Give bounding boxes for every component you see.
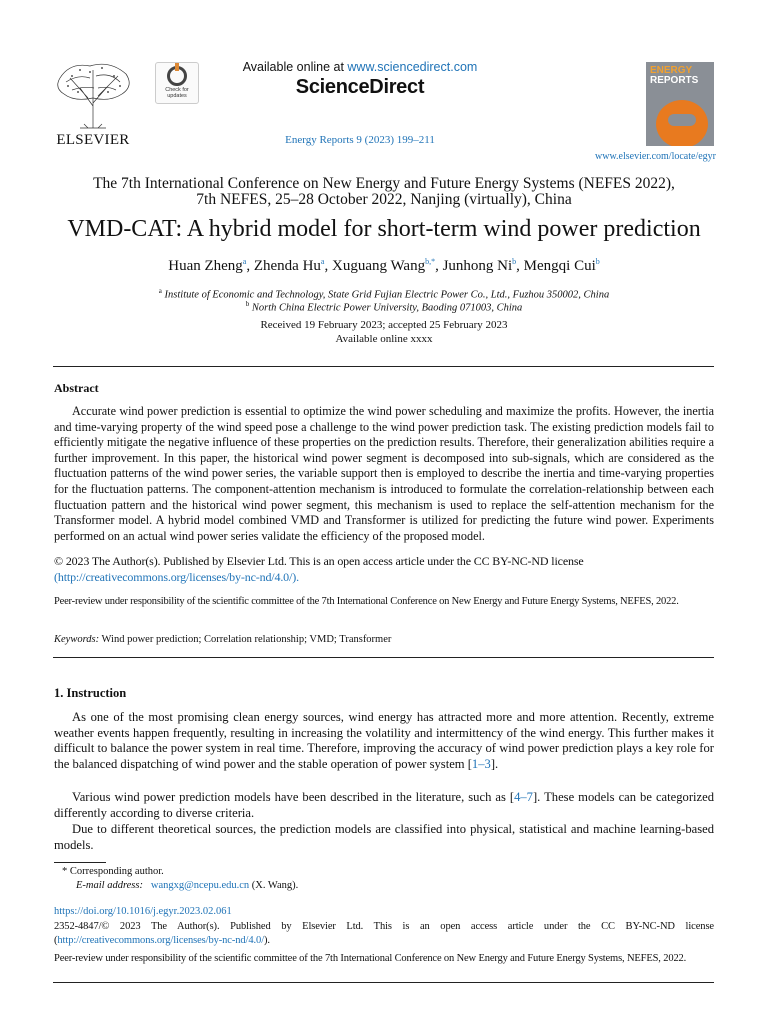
available-online xyxy=(200,60,520,74)
section-heading: 1. Instruction xyxy=(54,686,127,700)
body-paragraph: Due to different theoretical sources, the prediction models are classified into physical, statistical and machine learning-based models. xyxy=(54,822,714,852)
cover-e-icon xyxy=(656,100,708,146)
received-date: Received 19 February 2023; accepted 25 February 2023 xyxy=(260,319,508,331)
check-updates-icon xyxy=(167,66,187,86)
author-affiliation-mark[interactable]: a xyxy=(320,257,325,266)
author-name: Mengqi Cui xyxy=(523,258,596,274)
copyright-notice xyxy=(54,554,714,585)
publisher-name: ELSEVIER xyxy=(56,132,130,148)
cover-title-1: ENERGY xyxy=(650,65,693,76)
license-text: 2352-4847/© 2023 The Author(s). Published by Elsevier Ltd. This is an open access article under the CC BY-NC-ND license ( xyxy=(54,921,714,946)
author-name: Zhenda Hu xyxy=(253,258,321,274)
author-affiliation-mark[interactable]: b xyxy=(512,257,517,266)
check-for-updates-badge[interactable] xyxy=(155,62,199,104)
paragraph-text: ]. These models can be categorized differently according to diverse criteria. xyxy=(54,790,714,820)
conference-line-1: The 7th International Conference on New Energy and Future Energy Systems (NEFES 2022), xyxy=(93,175,675,192)
corresponding-author-note: * Corresponding author. xyxy=(62,866,164,877)
available-prefix: Available online at xyxy=(242,60,348,74)
email-suffix: (X. Wang). xyxy=(249,880,299,891)
author-separator: , xyxy=(324,258,332,274)
citation-link[interactable]: 4–7 xyxy=(514,790,533,804)
license-end: ). xyxy=(264,935,270,946)
keywords-label: Keywords: xyxy=(54,634,100,645)
paragraph-text: As one of the most promising clean energy sources, wind energy has attracted more and more attention. Recently, extreme weather events happen frequently, resulting in increasing the volatility and intermittency of the wind energy. This further makes it difficult to balance the power system in real time. Therefore, improving the accuracy of wind power prediction plays a key role for the balanced dispatching of wind power and the stable operation of power system [ xyxy=(54,710,714,771)
abstract-text: Accurate wind power prediction is essential to optimize the wind power scheduling and maximize the profits. However, the inertia and time-varying property of the wind speed pose a challenge to the wind power prediction task. The existing prediction models fail to efficiently mitigate the negative influence of these properties on the prediction results. Therefore, their generalization abilities require a further improvement. In this paper, the historical wind power segment is decomposed into sub-signals, which are considered as the fluctuation patterns of the wind power series, the variable support then is employed to describe the inertia and time-varying properties for the fluctuation patterns. The component-attention mechanism is introduced to formulate the correlation-relationship between each fluctuation pattern and the historical wind power segment, this mechanism is used to replace the self-attention mechanism for the Transformer model. A hybrid model combined VMD and Transformer is utilized for predicting the future wind power. Experiments performed on an actual wind power series validate the efficiency of the proposed model. xyxy=(54,404,714,543)
affiliation-text: Institute of Economic and Technology, State Grid Fujian Electric Power Co., Ltd., Fuzhou 350002, China xyxy=(164,289,610,301)
keywords xyxy=(54,634,714,645)
footnote-divider xyxy=(54,862,106,863)
author-affiliation-mark[interactable]: b,* xyxy=(425,257,436,266)
cover-title-2: REPORTS xyxy=(650,75,699,86)
author-separator: , xyxy=(435,258,443,274)
author-list xyxy=(20,257,748,275)
paragraph-text: ]. xyxy=(490,756,499,771)
author-affiliation-mark[interactable]: a xyxy=(242,257,247,266)
copyright-text: © 2023 The Author(s). Published by Elsevier Ltd. This is an open access article under the CC BY-NC-ND license xyxy=(54,554,584,568)
affiliation-mark: b xyxy=(245,300,250,308)
journal-reference[interactable]: Energy Reports 9 (2023) 199–211 xyxy=(285,134,435,146)
paper-title: VMD-CAT: A hybrid model for short-term wind power prediction xyxy=(67,216,701,242)
keywords-list: Wind power prediction; Correlation relationship; VMD; Transformer xyxy=(99,634,392,645)
author-name: Junhong Ni xyxy=(442,258,513,274)
author-separator: , xyxy=(516,258,524,274)
check-updates-label: Check for updates xyxy=(165,87,189,99)
email-note xyxy=(76,880,298,891)
available-date: Available online xxxx xyxy=(335,333,433,345)
email-link[interactable]: wangxg@ncepu.edu.cn xyxy=(150,880,250,891)
sciencedirect-link[interactable]: www.sciencedirect.com xyxy=(347,60,478,74)
divider xyxy=(53,657,714,658)
body-paragraph xyxy=(54,790,714,821)
divider xyxy=(53,982,714,983)
author-affiliation-mark[interactable]: b xyxy=(595,257,600,266)
license-url-link[interactable]: http://creativecommons.org/licenses/by-nc-nd/4.0/ xyxy=(57,935,265,946)
conference-info xyxy=(40,176,728,208)
peer-review-note: Peer-review under responsibility of the scientific committee of the 7th International Conference on New Energy and Future Energy Systems, NEFES, 2022. xyxy=(54,596,679,607)
doi-link[interactable]: https://doi.org/10.1016/j.egyr.2023.02.061 xyxy=(54,906,232,917)
author-name: Xuguang Wang xyxy=(331,258,426,274)
cover-title xyxy=(650,66,698,86)
affiliation-mark: a xyxy=(158,287,162,295)
elsevier-tree-icon xyxy=(50,58,136,130)
elsevier-logo xyxy=(50,58,136,152)
affiliation-text: North China Electric Power University, Baoding 071003, China xyxy=(251,302,523,314)
author-separator: , xyxy=(246,258,254,274)
affiliation-b xyxy=(20,300,748,314)
sciencedirect-brand: ScienceDirect xyxy=(295,76,425,98)
body-paragraph xyxy=(54,710,714,772)
journal-cover xyxy=(646,62,714,146)
journal-url[interactable]: www.elsevier.com/locate/egyr xyxy=(595,151,716,162)
license-link[interactable]: (http://creativecommons.org/licenses/by-nc-nd/4.0/). xyxy=(54,569,299,584)
affiliation-a xyxy=(20,287,748,301)
author-name: Huan Zheng xyxy=(168,258,243,274)
paragraph-text: Various wind power prediction models have been described in the literature, such as [ xyxy=(72,790,515,804)
citation-link[interactable]: 1–3 xyxy=(471,756,491,771)
email-label: E-mail address: xyxy=(76,880,143,891)
conference-line-2: 7th NEFES, 25–28 October 2022, Nanjing (virtually), China xyxy=(196,191,572,208)
abstract-heading: Abstract xyxy=(54,381,99,395)
divider xyxy=(53,366,714,367)
license-statement xyxy=(54,920,714,948)
footer-peer-review: Peer-review under responsibility of the scientific committee of the 7th International Conference on New Energy and Future Energy Systems, NEFES, 2022. xyxy=(54,953,687,964)
